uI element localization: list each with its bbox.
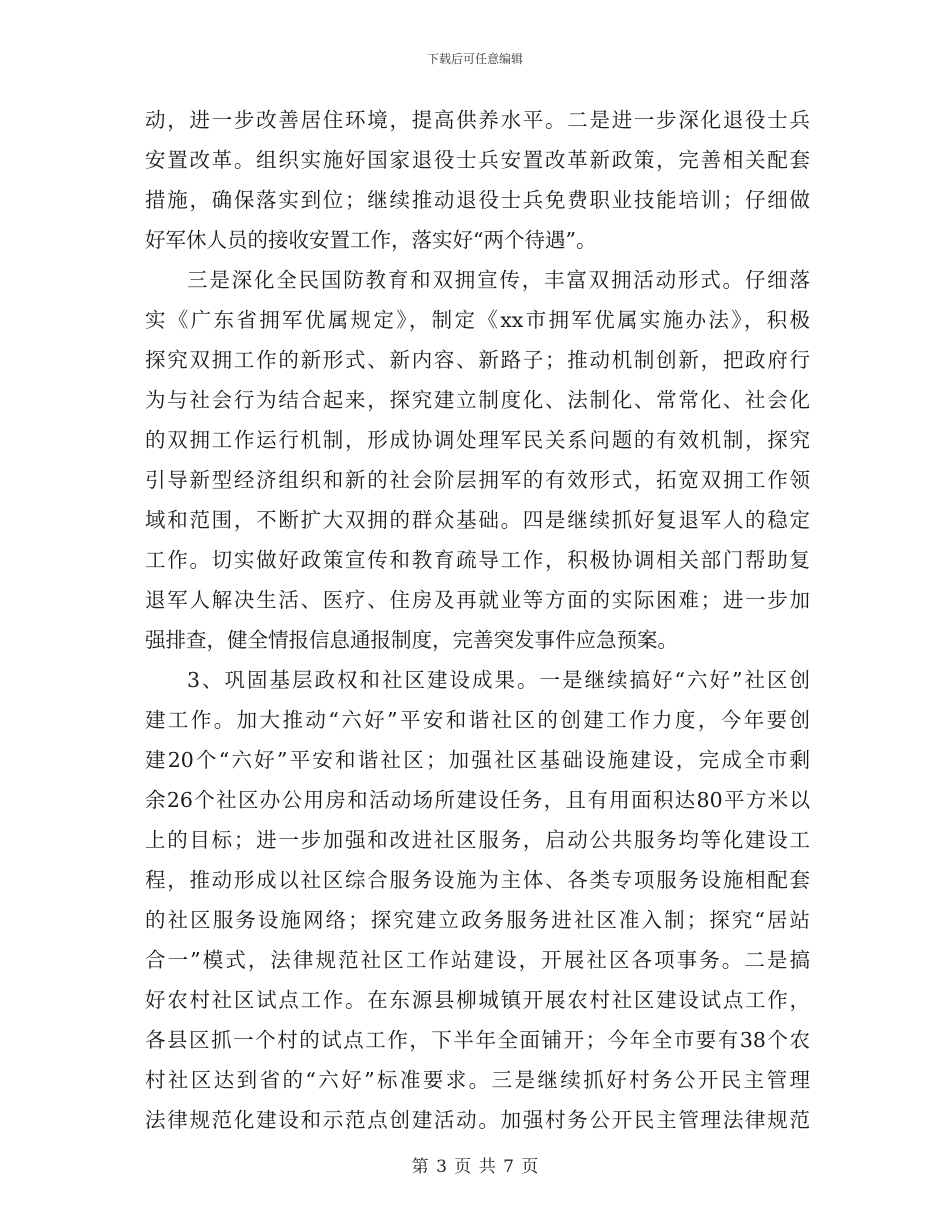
page-number-footer: 第 3 页 共 7 页 xyxy=(411,1157,539,1177)
page-header: 下载后可任意编辑 xyxy=(426,52,523,66)
text-line: 程，推动形成以社区综合服务设施为主体、各类专项服务设施相配套 xyxy=(145,868,810,892)
text-line: 为与社会行为结合起来，探究建立制度化、法制化、常常化、社会化 xyxy=(145,388,810,412)
text-line: 的双拥工作运行机制，形成协调处理军民关系问题的有效机制，探究 xyxy=(145,428,810,452)
text-line: 建工作。加大推动“六好”平安和谐社区的创建工作力度，今年要创 xyxy=(145,708,810,732)
text-line: 村社区达到省的“六好”标准要求。三是继续抓好村务公开民主管理 xyxy=(145,1068,810,1092)
text-line: 强排查，健全情报信息通报制度，完善突发事件应急预案。 xyxy=(145,628,678,652)
document-body xyxy=(145,100,810,1140)
text-line: 域和范围，不断扩大双拥的群众基础。四是继续抓好复退军人的稳定 xyxy=(145,508,810,532)
text-line: 好军休人员的接收安置工作，落实好“两个待遇”。 xyxy=(145,228,597,252)
text-line: 实《广东省拥军优属规定》，制定《xx市拥军优属实施办法》，积极 xyxy=(145,308,810,332)
text-line: 建20个“六好”平安和谐社区；加强社区基础设施建设，完成全市剩 xyxy=(145,748,810,772)
text-line: 余26个社区办公用房和活动场所建设任务，且有用面积达80平方米以 xyxy=(145,788,810,812)
text-line: 退军人解决生活、医疗、住房及再就业等方面的实际困难；进一步加 xyxy=(145,588,810,612)
text-line: 探究双拥工作的新形式、新内容、新路子；推动机制创新，把政府行 xyxy=(145,348,810,372)
text-line: 措施，确保落实到位；继续推动退役士兵免费职业技能培训；仔细做 xyxy=(145,188,810,212)
text-line: 好农村社区试点工作。在东源县柳城镇开展农村社区建设试点工作， xyxy=(145,988,810,1012)
text-line: 的社区服务设施网络；探究建立政务服务进社区准入制；探究“居站 xyxy=(145,908,810,932)
text-line: 安置改革。组织实施好国家退役士兵安置改革新政策，完善相关配套 xyxy=(145,148,810,172)
text-line: 引导新型经济组织和新的社会阶层拥军的有效形式，拓宽双拥工作领 xyxy=(145,468,810,492)
text-line: 工作。切实做好政策宣传和教育疏导工作，积极协调相关部门帮助复 xyxy=(145,548,810,572)
text-line: 三是深化全民国防教育和双拥宣传，丰富双拥活动形式。仔细落 xyxy=(187,268,810,292)
text-line: 动，进一步改善居住环境，提高供养水平。二是进一步深化退役士兵 xyxy=(145,108,810,132)
text-line: 3、巩固基层政权和社区建设成果。一是继续搞好“六好”社区创 xyxy=(187,668,810,692)
text-line: 各县区抓一个村的试点工作，下半年全面铺开；今年全市要有38个农 xyxy=(145,1028,810,1052)
text-line: 上的目标；进一步加强和改进社区服务，启动公共服务均等化建设工 xyxy=(145,828,810,852)
text-line: 法律规范化建设和示范点创建活动。加强村务公开民主管理法律规范 xyxy=(145,1108,810,1132)
text-line: 合一”模式，法律规范社区工作站建设，开展社区各项事务。二是搞 xyxy=(145,948,810,972)
